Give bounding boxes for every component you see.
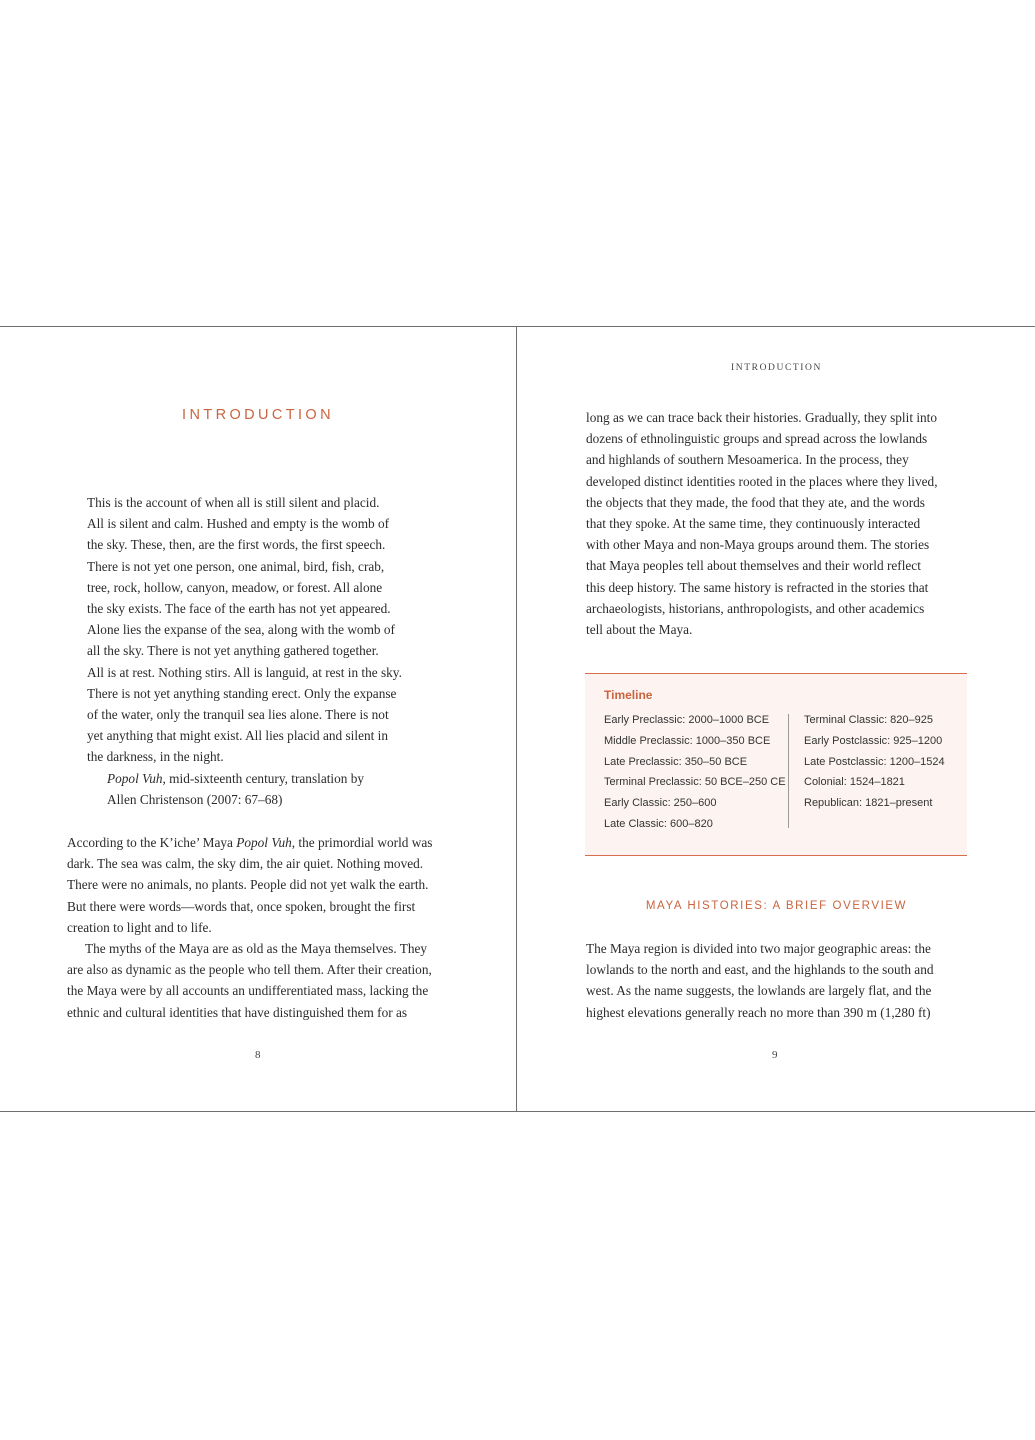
body-line: lowlands to the north and east, and the highlands to the south and [586,962,934,978]
body-italic-title: Popol Vuh [236,835,292,850]
timeline-entry: Late Classic: 600–820 [604,817,713,830]
body-line: The myths of the Maya are as old as the Maya themselves. They [85,941,428,957]
body-line: this deep history. The same history is refracted in the stories that [586,579,929,595]
timeline-column-1 [604,710,786,835]
epigraph-source-rest: , mid-sixteenth century, translation by [162,770,365,786]
body-line: that they spoke. At the same time, they continuously interacted [586,516,921,532]
page-number: 9 [772,1049,778,1061]
epigraph-line: There is not yet anything standing erect. Only the expanse [87,685,397,701]
body-line: are also as dynamic as the people who tell them. After their creation, [67,962,432,978]
timeline-entry: Early Classic: 250–600 [604,797,717,810]
body-line: long as we can trace back their histories. Gradually, they split into [586,410,938,425]
timeline-entry: Republican: 1821–present [804,797,933,810]
body-line: There were no animals, no plants. People did not yet walk the earth. [67,877,429,893]
body-line: west. As the name suggests, the lowlands are largely flat, and the [586,983,932,999]
epigraph-source-title: Popol Vuh [107,770,163,786]
timeline-entry: Late Preclassic: 350–50 BCE [604,755,748,768]
epigraph-line: Alone lies the expanse of the sea, along with the womb of [87,622,395,638]
epigraph-line: All is at rest. Nothing stirs. All is languid, at rest in the sky. [87,664,402,680]
epigraph-line: All is silent and calm. Hushed and empty is the womb of [87,516,390,532]
epigraph-line: of the water, only the tranquil sea lies alone. There is not [87,707,389,723]
timeline-entry: Early Postclassic: 925–1200 [804,734,943,747]
timeline-entry: Terminal Classic: 820–925 [804,714,934,726]
body-line: and highlands of southern Mesoamerica. In the process, they [586,452,909,468]
section-heading: MAYA HISTORIES: A BRIEF OVERVIEW [645,900,908,912]
body-text-run: According to the K’iche’ Maya [67,835,237,850]
timeline-entry: Terminal Preclassic: 50 BCE–250 CE [604,776,786,789]
section-body-text [586,938,970,1023]
body-line: creation to light and to life. [67,919,212,935]
body-line: The Maya region is divided into two major geographic areas: the [586,941,931,956]
timeline-entry: Late Postclassic: 1200–1524 [804,755,945,768]
body-line: But there were words—words that, once spoken, brought the first [67,898,416,914]
timeline-entry: Middle Preclassic: 1000–350 BCE [604,734,771,747]
body-line: dozens of ethnolinguistic groups and spread across the lowlands [586,431,928,447]
epigraph-source [87,768,447,789]
body-line: tell about the Maya. [586,622,693,638]
chapter-title: INTRODUCTION [182,407,334,423]
body-line: the objects that they made, the food that they ate, and the words [586,494,925,510]
epigraph-line: all the sky. There is not yet anything gathered together. [87,643,379,659]
body-line: ethnic and cultural identities that have distinguished them for as [67,1004,408,1020]
timeline-column-2 [804,710,945,814]
timeline-entry: Colonial: 1524–1821 [804,776,905,789]
body-line: archaeologists, historians, anthropologists, and other academics [586,600,925,616]
right-page [518,327,1035,1111]
book-spine [516,327,517,1111]
right-body-text [586,407,970,640]
body-line: dark. The sea was calm, the sky dim, the air quiet. Nothing moved. [67,856,424,872]
epigraph-line: tree, rock, hollow, canyon, meadow, or forest. All alone [87,579,383,595]
epigraph-line: the darkness, in the night. [87,749,224,765]
body-line: with other Maya and non-Maya groups around them. The stories [586,537,930,553]
epigraph-line: There is not yet one person, one animal, bird, fish, crab, [87,558,385,574]
body-line: the Maya were by all accounts an undifferentiated mass, lacking the [67,983,429,999]
book-spread [0,326,1035,1112]
epigraph-line: This is the account of when all is still silent and placid. [87,495,380,510]
epigraph-line: the sky. These, then, are the first words, the first speech. [87,537,386,553]
left-body-text [67,832,451,1023]
left-page [0,327,516,1111]
body-text-run: , the primordial world was [291,835,433,850]
epigraph-line: the sky exists. The face of the earth has not yet appeared. [87,601,391,617]
running-head: INTRODUCTION [731,363,822,373]
body-line: highest elevations generally reach no more than 390 m (1,280 ft) [586,1004,931,1020]
epigraph-source-line: Allen Christenson (2007: 67–68) [107,791,283,807]
timeline-box [585,673,967,856]
epigraph [87,492,447,810]
timeline-entry: Early Preclassic: 2000–1000 BCE [604,714,770,726]
body-line [67,832,451,853]
epigraph-line: yet anything that might exist. All lies placid and silent in [87,728,388,744]
body-line: developed distinct identities rooted in the places where they lived, [586,473,938,489]
body-line: that Maya peoples tell about themselves and their world reflect [586,558,921,574]
timeline-title: Timeline [604,688,653,702]
timeline-divider [788,714,789,828]
page-number: 8 [255,1049,261,1061]
